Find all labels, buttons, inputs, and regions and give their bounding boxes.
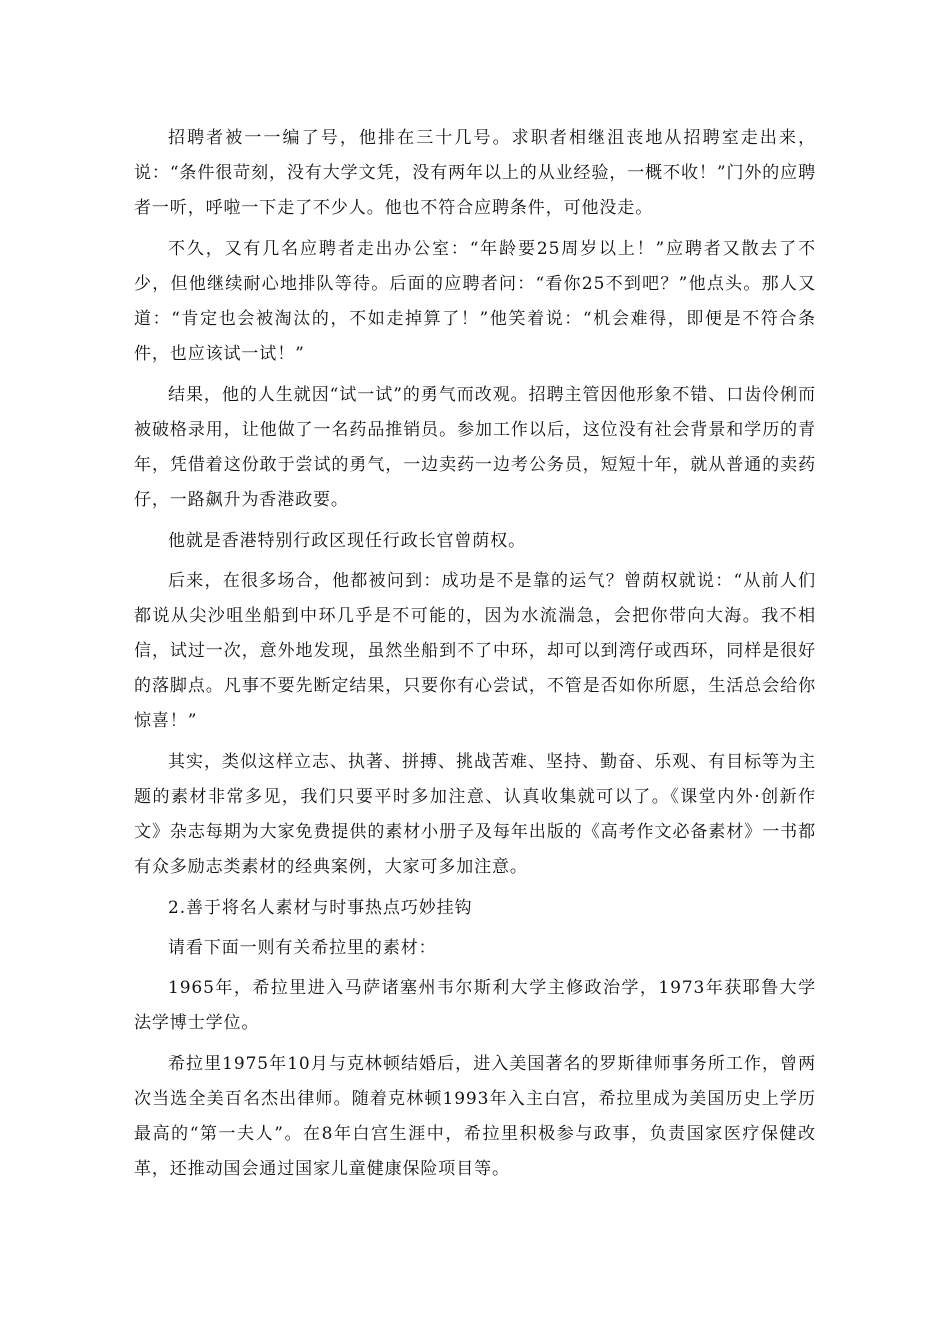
paragraph-summary: 其实，类似这样立志、执著、拼搏、挑战苦难、坚持、勤奋、乐观、有目标等为主题的素材非常多见，我们只要平时多加注意、认真收集就可以了。《课堂内外·创新作文》杂志每期为大家免费提供的素材小册子及每年出版的《高考作文必备素材》一书都有众多励志类素材的经典案例，大家可多加注意。 bbox=[134, 752, 816, 877]
paragraph-intro-hillary: 请看下面一则有关希拉里的素材： bbox=[168, 938, 437, 958]
paragraph-quote: 后来，在很多场合，他都被问到：成功是不是靠的运气？曾荫权就说：“从前人们都说从尖沙咀坐船到中环几乎是不可能的，因为水流湍急，会把你带向大海。我不相信，试过一次，意外地发现，虽然坐船到不了中环，却可以到湾仔或西环，同样是很好的落脚点。凡事不要先断定结果，只要你有心尝试，不管是否如你所愿，生活总会给你惊喜！” bbox=[134, 571, 816, 731]
paragraph-hillary-career: 希拉里1975年10月与克林顿结婚后，进入美国著名的罗斯律师事务所工作，曾两次当选全美百名杰出律师。随着克林顿1993年入主白宫，希拉里成为美国历史上学历最高的“第一夫人”。在8年白宫生涯中，希拉里积极参与政事，负责国家医疗保健改革，还推动国会通过国家儿童健康保险项目等。 bbox=[134, 1054, 816, 1179]
section-heading: 2.善于将名人素材与时事热点巧妙挂钩 bbox=[168, 898, 473, 918]
document-body bbox=[134, 121, 816, 1193]
paragraph-recruitment: 招聘者被一一编了号，他排在三十几号。求职者相继沮丧地从招聘室走出来，说：“条件很苛刻，没有大学文凭，没有两年以上的从业经验，一概不收！”门外的应聘者一听，呼啦一下走了不少人。他也不符合应聘条件，可他没走。 bbox=[134, 128, 816, 218]
paragraph-identity: 他就是香港特别行政区现任行政长官曾荫权。 bbox=[168, 531, 526, 551]
paragraph-age-requirement: 不久，又有几名应聘者走出办公室：“年龄要25周岁以上！”应聘者又散去了不少，但他继续耐心地排队等待。后面的应聘者问：“看你25不到吧？”他点头。那人又道：“肯定也会被淘汰的，不如走掉算了！”他笑着说：“机会难得，即便是不符合条件，也应该试一试！” bbox=[134, 239, 816, 364]
paragraph-hillary-education: 1965年，希拉里进入马萨诸塞州韦尔斯利大学主修政治学，1973年获耶鲁大学法学博士学位。 bbox=[134, 978, 816, 1033]
paragraph-result: 结果，他的人生就因“试一试”的勇气而改观。招聘主管因他形象不错、口齿伶俐而被破格录用，让他做了一名药品推销员。参加工作以后，这位没有社会背景和学历的青年，凭借着这份敢于尝试的勇气，一边卖药一边考公务员，短短十年，就从普通的卖药仔，一路飙升为香港政要。 bbox=[134, 385, 816, 510]
